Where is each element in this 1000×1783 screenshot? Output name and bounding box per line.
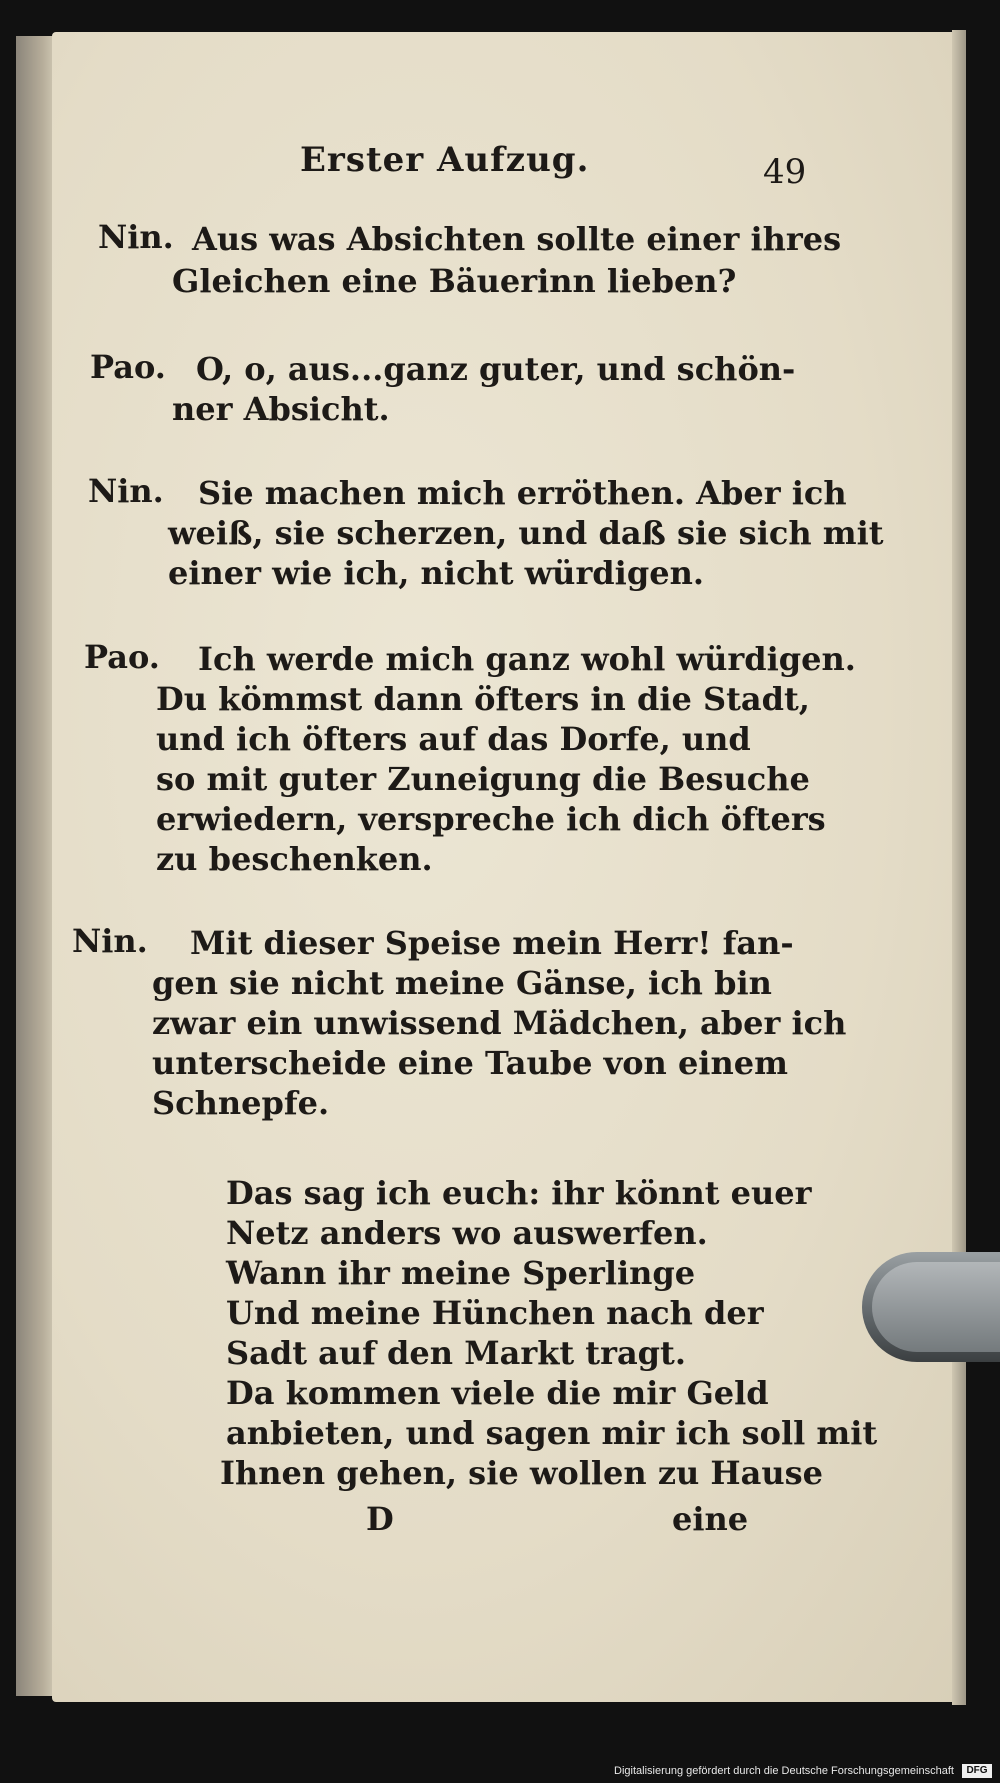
catchword: eine (672, 1500, 749, 1538)
speech-line: so mit guter Zuneigung die Besuche (156, 760, 810, 798)
speaker-label: Pao. (84, 638, 160, 676)
verse-line: Sadt auf den Markt tragt. (226, 1334, 686, 1372)
verse-line: Wann ihr meine Sperlinge (226, 1254, 696, 1292)
page-clip-highlight (872, 1262, 1000, 1352)
dfg-logo: DFG (962, 1764, 992, 1778)
speech-line: Gleichen eine Bäuerinn lieben? (172, 262, 737, 300)
speech-line: Aus was Absichten sollte einer ihres (192, 220, 842, 258)
running-head: Erster Aufzug. (300, 140, 590, 180)
speech-line: zu beschenken. (156, 840, 433, 878)
verse-line: Netz anders wo auswerfen. (226, 1214, 708, 1252)
verse-line: Und meine Hünchen nach der (226, 1294, 764, 1332)
speech-line: ner Absicht. (172, 390, 390, 428)
speech-line: Sie machen mich erröthen. Aber ich (198, 474, 847, 512)
speech-line: Schnepfe. (152, 1084, 330, 1122)
speech-line: unterscheide eine Taube von einem (152, 1044, 788, 1082)
speaker-label: Nin. (98, 218, 174, 256)
speaker-label: Pao. (90, 348, 166, 386)
speech-line: Du kömmst dann öfters in die Stadt, (156, 680, 810, 718)
digitization-credit: Digitalisierung gefördert durch die Deutsche Forschungsgemeinschaft (614, 1765, 954, 1777)
speaker-label: Nin. (88, 472, 164, 510)
verse-line: anbieten, und sagen mir ich soll mit (226, 1414, 878, 1452)
speech-line: Mit dieser Speise mein Herr! fan- (190, 924, 794, 962)
speech-line: weiß, sie scherzen, und daß sie sich mit (168, 514, 884, 552)
speech-line: Ich werde mich ganz wohl würdigen. (198, 640, 856, 678)
speech-line: einer wie ich, nicht würdigen. (168, 554, 704, 592)
speaker-label: Nin. (72, 922, 148, 960)
speech-line: O, o, aus...ganz guter, und schön- (196, 350, 796, 388)
speech-line: gen sie nicht meine Gänse, ich bin (152, 964, 772, 1002)
page-number: 49 (763, 152, 807, 192)
speech-line: erwiedern, verspreche ich dich öfters (156, 800, 826, 838)
speech-line: zwar ein unwissend Mädchen, aber ich (152, 1004, 847, 1042)
speech-line: und ich öfters auf das Dorfe, und (156, 720, 751, 758)
verse-line: Ihnen gehen, sie wollen zu Hause (220, 1454, 823, 1492)
signature-mark: D (366, 1500, 394, 1538)
page-fore-edge (952, 30, 966, 1705)
verse-line: Das sag ich euch: ihr könnt euer (226, 1174, 812, 1212)
verse-line: Da kommen viele die mir Geld (226, 1374, 769, 1412)
